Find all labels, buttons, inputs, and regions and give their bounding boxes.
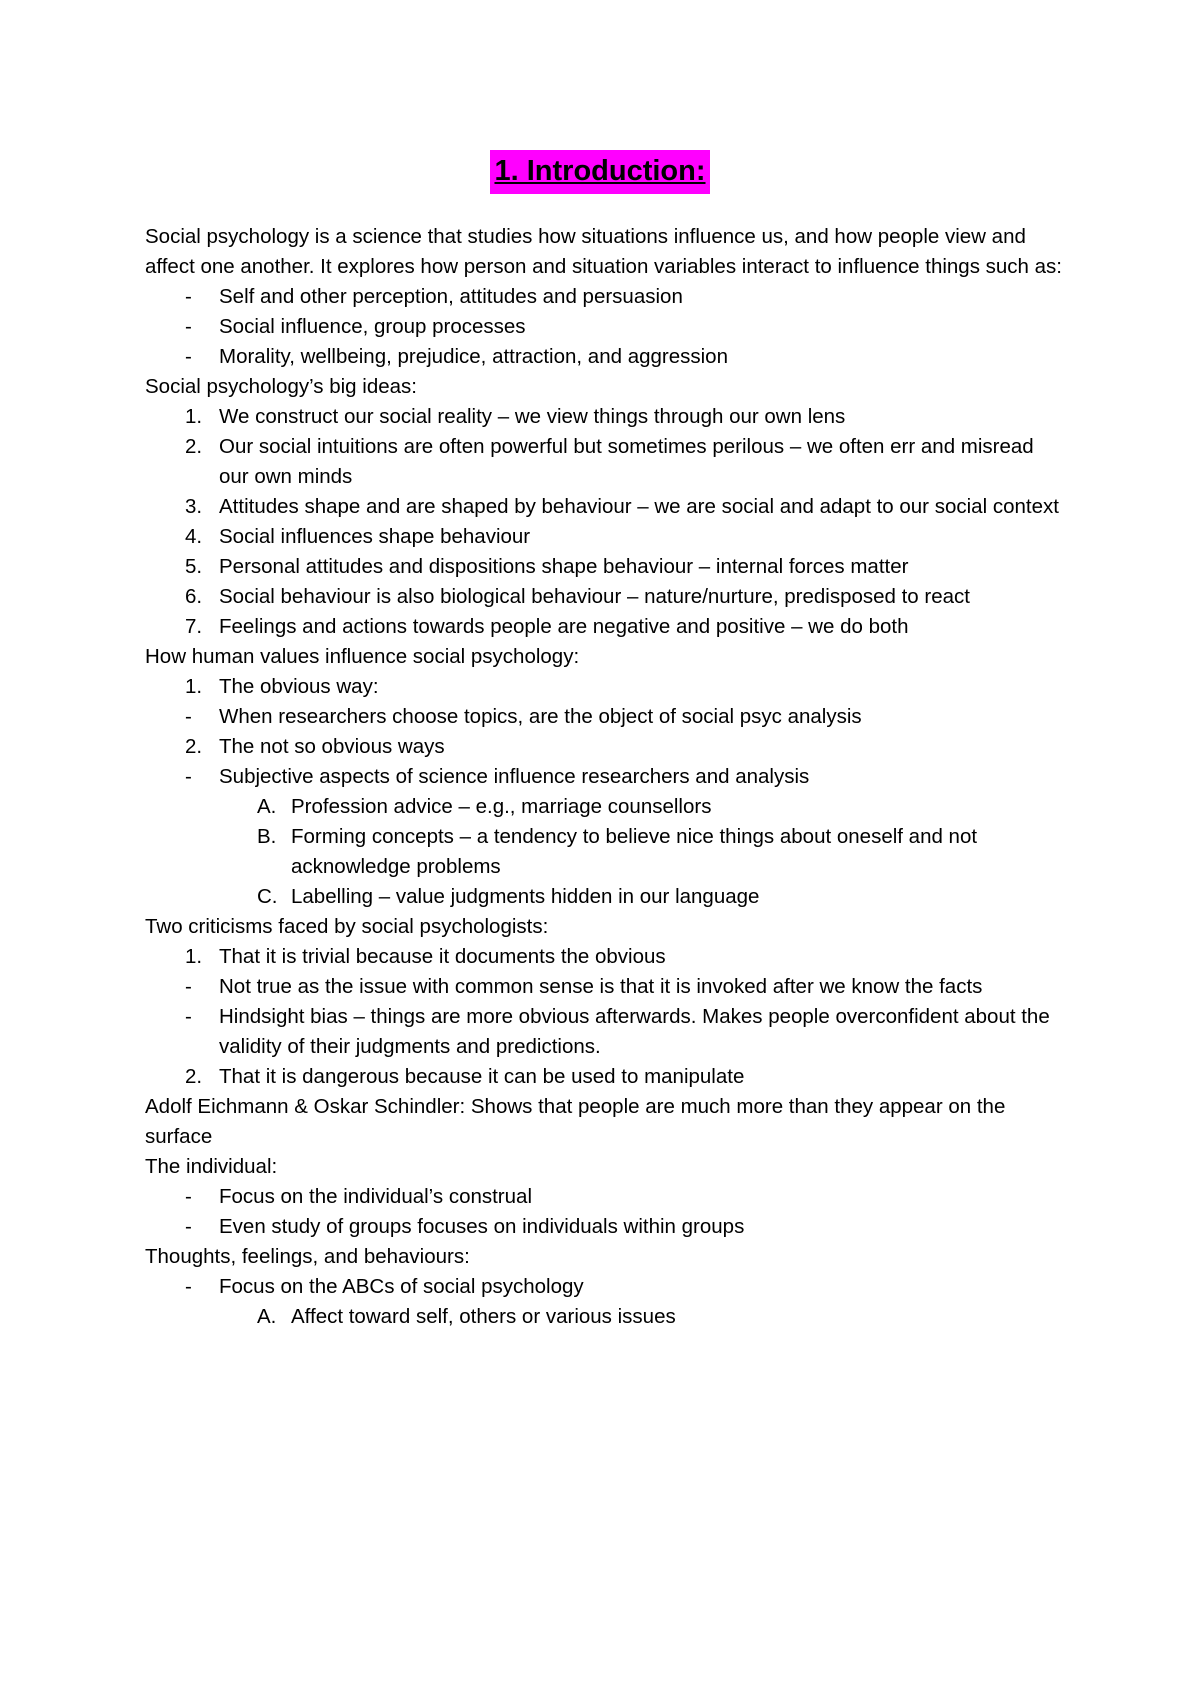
list-marker: 6. [185,585,203,608]
list-item [145,402,1065,432]
list-item-text: Subjective aspects of science influence researchers and analysis [219,765,810,788]
list-item-text: When researchers choose topics, are the object of social psyc analysis [219,705,862,728]
list-item-text: Social behaviour is also biological behaviour – nature/nurture, predisposed to react [219,585,970,608]
list-marker: - [185,315,192,338]
list-item-text: Profession advice – e.g., marriage counsellors [291,795,712,818]
list-marker: - [185,285,192,308]
big-ideas-list [145,402,1065,642]
list-item-text: Focus on the individual’s construal [219,1185,532,1208]
list-item-text: Morality, wellbeing, prejudice, attraction, and aggression [219,345,728,368]
list-item [145,432,1065,492]
criticisms-list [145,942,1065,1092]
list-item [145,942,1065,972]
list-marker: - [185,1185,192,1208]
page-title: 1. Introduction: [490,150,709,194]
list-marker: 1. [185,405,203,428]
list-item [145,1182,1065,1212]
list-item-text: Self and other perception, attitudes and persuasion [219,285,683,308]
list-marker: B. [257,825,277,848]
list-item-text: Labelling – value judgments hidden in our language [291,885,760,908]
list-marker: - [185,705,192,728]
list-item [145,612,1065,642]
list-item [145,1002,1065,1062]
list-marker: 2. [185,1065,203,1088]
list-item-text: Hindsight bias – things are more obvious afterwards. Makes people overconfident about the validity of their judgments and predictions. [219,1005,1050,1058]
list-marker: 4. [185,525,203,548]
values-heading: How human values influence social psychology: [145,645,580,668]
title-wrap [0,150,1200,194]
individual-heading: The individual: [145,1155,278,1178]
list-item [145,702,1065,732]
list-item [145,672,1065,702]
list-item [145,522,1065,552]
list-item-text: Even study of groups focuses on individuals within groups [219,1215,745,1238]
list-marker: A. [257,1305,277,1328]
list-marker: - [185,1275,192,1298]
list-marker: - [185,975,192,998]
criticisms-heading: Two criticisms faced by social psychologists: [145,915,549,938]
list-item-text: We construct our social reality – we view things through our own lens [219,405,846,428]
list-marker: 7. [185,615,203,638]
list-item-text: The not so obvious ways [219,735,445,758]
list-marker: - [185,345,192,368]
list-item [145,762,1065,792]
list-marker: C. [257,885,278,908]
eichmann-paragraph: Adolf Eichmann & Oskar Schindler: Shows that people are much more than they appear on the surface [145,1095,1006,1148]
list-item [145,1272,1065,1302]
sub-list-item [145,792,1065,822]
list-item [145,732,1065,762]
list-item [145,312,1065,342]
list-item-text: Focus on the ABCs of social psychology [219,1275,584,1298]
list-item-text: Our social intuitions are often powerful but sometimes perilous – we often err and misread our own minds [219,435,1034,488]
individual-list [145,1182,1065,1242]
abcs-list [145,1272,1065,1332]
list-item [145,972,1065,1002]
big-ideas-heading: Social psychology’s big ideas: [145,375,417,398]
list-item [145,282,1065,312]
list-item-text: Not true as the issue with common sense is that it is invoked after we know the facts [219,975,983,998]
list-marker: - [185,1215,192,1238]
list-marker: 1. [185,945,203,968]
list-item-text: Personal attitudes and dispositions shape behaviour – internal forces matter [219,555,909,578]
list-item-text: That it is dangerous because it can be used to manipulate [219,1065,745,1088]
abcs-heading: Thoughts, feelings, and behaviours: [145,1245,470,1268]
list-item-text: Forming concepts – a tendency to believe nice things about oneself and not acknowledge problems [291,825,978,878]
sub-list-item [145,882,1065,912]
list-item [145,342,1065,372]
list-item-text: Social influence, group processes [219,315,526,338]
list-item [145,1212,1065,1242]
list-item-text: Feelings and actions towards people are negative and positive – we do both [219,615,909,638]
list-marker: 5. [185,555,203,578]
sub-list-item [145,1302,1065,1332]
list-marker: 1. [185,675,203,698]
sub-list-item [145,822,1065,882]
list-marker: - [185,1005,192,1028]
list-item-text: The obvious way: [219,675,379,698]
list-marker: A. [257,795,277,818]
list-item [145,1062,1065,1092]
list-item-text: That it is trivial because it documents the obvious [219,945,666,968]
document-body [145,222,1065,1332]
list-item [145,582,1065,612]
intro-paragraph: Social psychology is a science that studies how situations influence us, and how people view and affect one another. It explores how person and situation variables interact to influence things such as: [145,225,1062,278]
list-marker: 3. [185,495,203,518]
list-item [145,552,1065,582]
list-item-text: Social influences shape behaviour [219,525,531,548]
intro-list [145,282,1065,372]
list-item [145,492,1065,522]
values-list [145,672,1065,912]
list-marker: 2. [185,435,203,458]
list-item-text: Affect toward self, others or various issues [291,1305,676,1328]
list-marker: 2. [185,735,203,758]
list-marker: - [185,765,192,788]
list-item-text: Attitudes shape and are shaped by behaviour – we are social and adapt to our social context [219,495,1059,518]
